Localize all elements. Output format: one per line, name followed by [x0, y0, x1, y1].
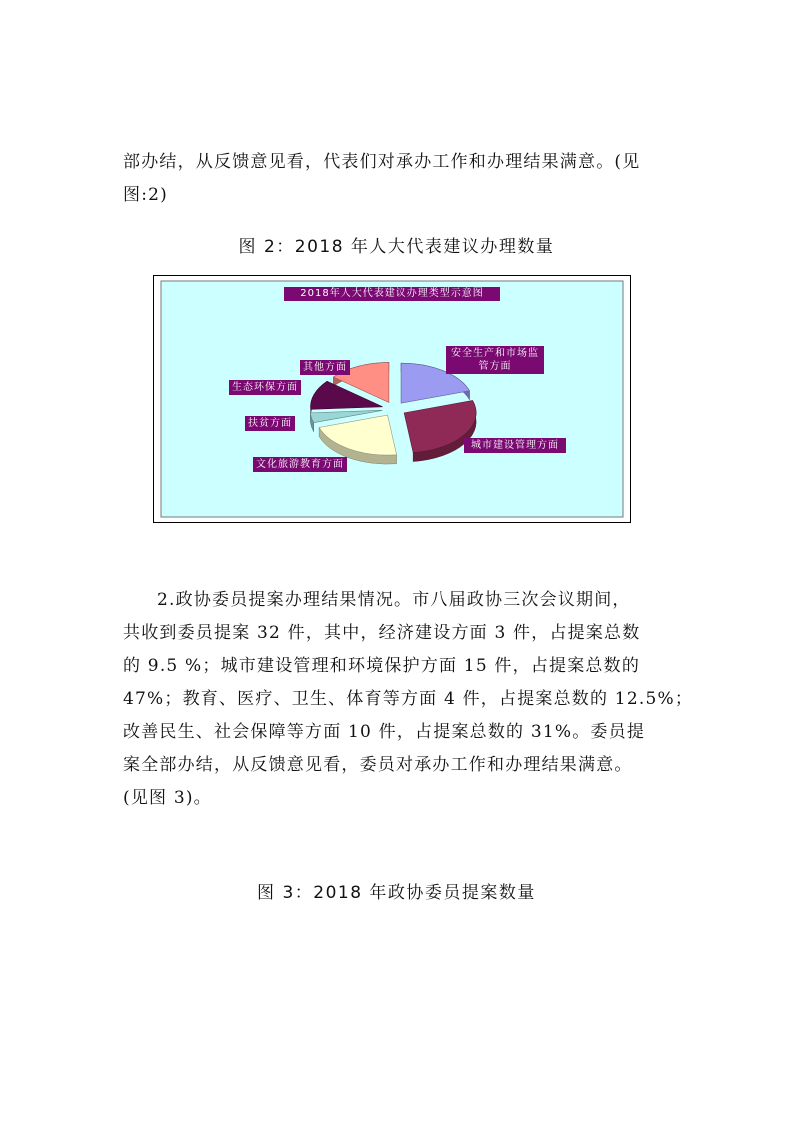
text-line: 47%；教育、医疗、卫生、体育等方面 4 件，占提案总数的 12.5%； [123, 689, 694, 709]
slice-label-ecology: 生态环保方面 [229, 380, 301, 395]
slice-label-culture-tourism-education: 文化旅游教育方面 [253, 457, 347, 472]
slice-label-safety-market: 安全生产和市场监管方面 [446, 346, 544, 374]
slice-label-poverty: 扶贫方面 [245, 416, 295, 431]
figure-2-caption: 图 2：2018 年人大代表建议办理数量 [238, 237, 555, 257]
chart-plot-background [161, 281, 623, 517]
chart-title: 2018年人大代表建议办理类型示意图 [284, 287, 500, 301]
paragraph-cppcc-proposals [123, 584, 703, 815]
text-line: 部办结，从反馈意见看，代表们对承办工作和办理结果满意。(见 [123, 152, 641, 172]
text-line: 共收到委员提案 32 件，其中，经济建设方面 3 件，占提案总数 [123, 623, 641, 643]
text-line: 图:2) [123, 185, 168, 205]
pie-chart-figure [153, 275, 631, 523]
slice-label-other: 其他方面 [300, 360, 350, 375]
pie-chart-svg [154, 276, 630, 522]
text-line: 改善民生、社会保障等方面 10 件，占提案总数的 31%。委员提 [123, 722, 646, 742]
text-line: 2.政协委员提案办理结果情况。市八届政协三次会议期间， [157, 590, 631, 610]
paragraph-continuation [123, 146, 703, 212]
slice-label-urban-construction: 城市建设管理方面 [464, 438, 566, 453]
text-line: 的 9.5 %；城市建设管理和环境保护方面 15 件，占提案总数的 [123, 656, 641, 676]
figure-3-caption: 图 3：2018 年政协委员提案数量 [257, 883, 536, 903]
text-line: 案全部办结，从反馈意见看，委员对承办工作和办理结果满意。 [123, 755, 633, 775]
text-line: (见图 3)。 [123, 788, 212, 808]
